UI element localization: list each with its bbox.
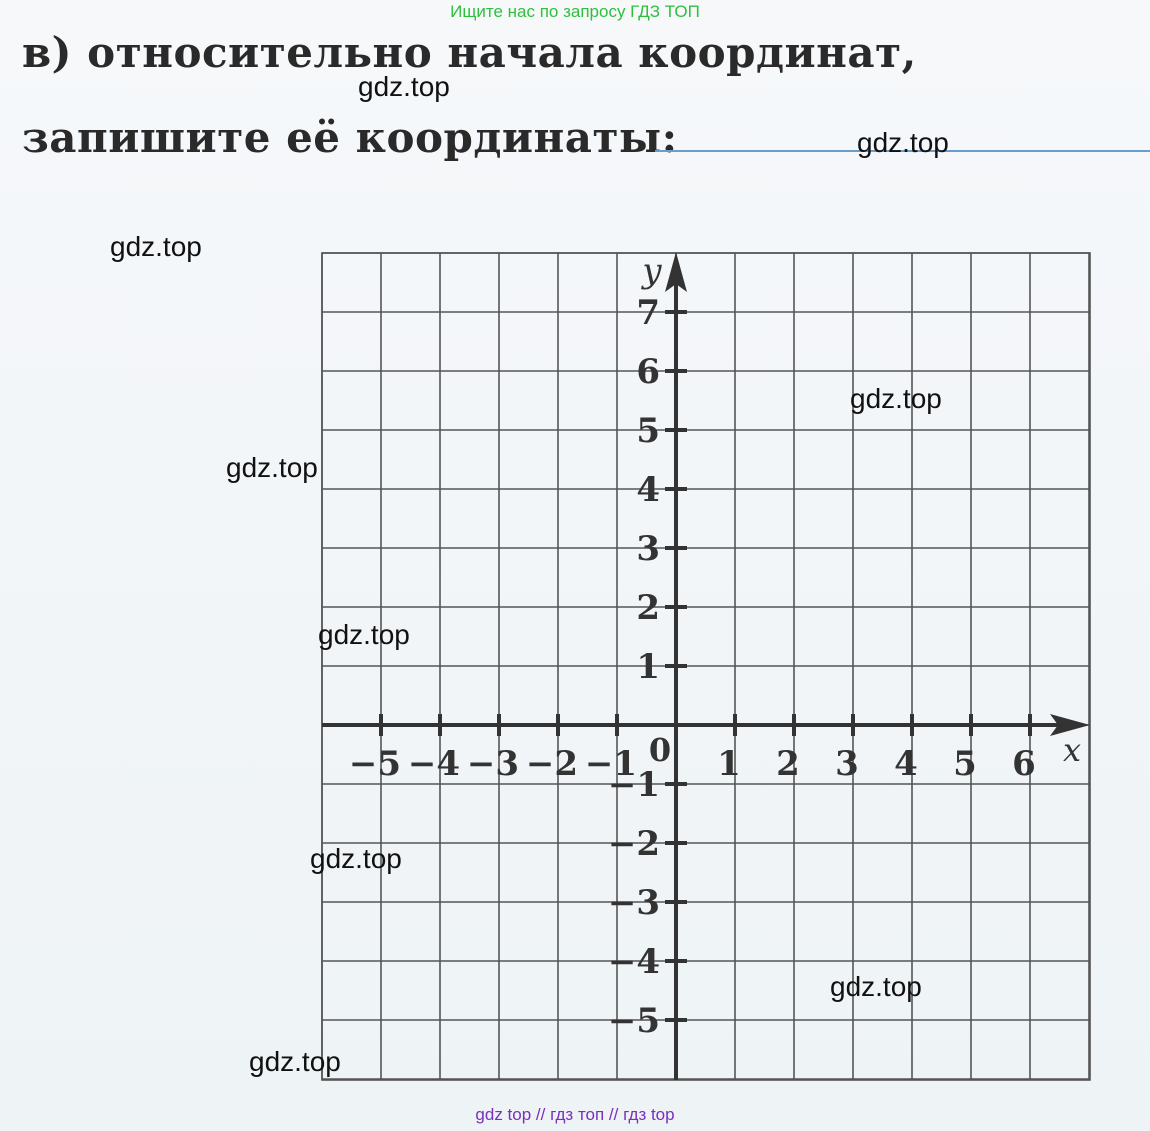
y-tick-label: 6 [636,352,660,392]
y-tick-label: 5 [636,411,660,451]
grid [322,253,1090,1080]
y-tick-label: 1 [636,647,660,687]
y-tick-label: −2 [607,824,660,864]
watermark-1: gdz.top [358,71,450,102]
y-tick-label: −1 [607,765,660,805]
x-tick-label: 6 [1012,744,1036,784]
x-tick-label: −2 [525,744,579,784]
task-text-line-1: в) относительно начала координат, [22,28,917,77]
watermark-2: gdz.top [857,127,949,158]
watermark-7: gdz.top [310,843,402,874]
x-axis-label: x [1062,731,1082,769]
x-tick-label: 4 [894,744,918,784]
watermark-6: gdz.top [318,619,410,650]
origin-label: 0 [648,731,672,769]
x-tick-label: −5 [348,744,402,784]
y-axis-label: y [642,251,662,291]
watermark-8: gdz.top [830,971,922,1002]
watermark-3: gdz.top [110,231,202,262]
y-tick-label: −4 [607,942,660,982]
y-tick-label: 7 [636,293,660,333]
x-tick-label: 3 [835,744,859,784]
x-tick-label: 5 [953,744,977,784]
bottom-banner[interactable]: gdz top // гдз топ // гдз top [475,1105,675,1124]
x-tick-label: 1 [717,744,741,784]
x-tick-label: −3 [466,744,520,784]
y-tick-label: 2 [636,588,660,628]
x-tick-label: −4 [407,744,461,784]
watermark-5: gdz.top [226,452,318,483]
y-tick-label: 4 [636,470,660,510]
x-tick-label: 2 [776,744,800,784]
top-banner[interactable]: Ищите нас по запросу ГДЗ ТОП [450,2,700,21]
y-tick-label: −3 [607,883,660,923]
watermark-9: gdz.top [249,1046,341,1077]
y-tick-label: 3 [636,529,660,569]
x-tick-label: −1 [584,744,638,784]
y-tick-label: −5 [607,1001,660,1041]
task-text-line-2: запишите её координаты: [22,113,678,162]
watermark-4: gdz.top [850,383,942,414]
